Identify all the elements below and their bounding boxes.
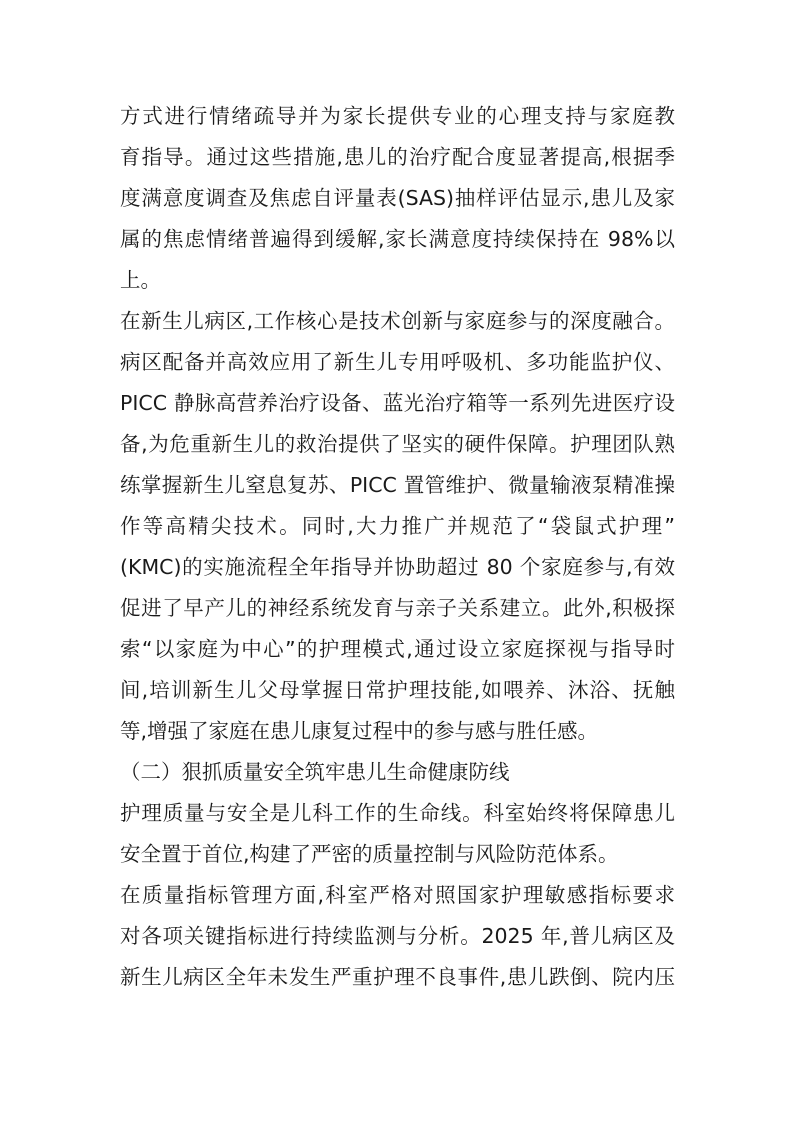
text-line: 护理质量与安全是儿科工作的生命线。科室始终将保障患儿 [120, 801, 675, 825]
text-line: 练掌握新生儿窒息复苏、PICC 置管维护、微量输液泵精准操 [120, 473, 675, 497]
text-line: 在新生儿病区,工作核心是技术创新与家庭参与的深度融合。 [120, 309, 675, 333]
text-line: 育指导。通过这些措施,患儿的治疗配合度显著提高,根据季 [120, 145, 675, 169]
text-line: (KMC)的实施流程全年指导并协助超过 80 个家庭参与,有效 [120, 555, 675, 579]
text-line: 方式进行情绪疏导并为家长提供专业的心理支持与家庭教 [120, 104, 675, 128]
text-line: 作等高精尖技术。同时,大力推广并规范了“袋鼠式护理” [120, 514, 675, 538]
text-line: 上。 [120, 268, 161, 292]
text-line: 索“以家庭为中心”的护理模式,通过设立家庭探视与指导时 [120, 637, 675, 661]
text-line: 属的焦虑情绪普遍得到缓解,家长满意度持续保持在 98%以 [120, 227, 675, 251]
section-heading: （二）狠抓质量安全筑牢患儿生命健康防线 [120, 760, 510, 784]
text-line: 安全置于首位,构建了严密的质量控制与风险防范体系。 [120, 842, 619, 866]
text-line: 度满意度调查及焦虑自评量表(SAS)抽样评估显示,患儿及家 [120, 186, 675, 210]
text-line: 病区配备并高效应用了新生儿专用呼吸机、多功能监护仪、 [120, 350, 675, 374]
text-line: 间,培训新生儿父母掌握日常护理技能,如喂养、沐浴、抚触 [120, 678, 675, 702]
text-line: 促进了早产儿的神经系统发育与亲子关系建立。此外,积极探 [120, 596, 675, 620]
text-line: 在质量指标管理方面,科室严格对照国家护理敏感指标要求 [120, 883, 675, 907]
text-line: 新生儿病区全年未发生严重护理不良事件,患儿跌倒、院内压 [120, 965, 675, 989]
text-line: 等,增强了家庭在患儿康复过程中的参与感与胜任感。 [120, 719, 599, 743]
text-line: 对各项关键指标进行持续监测与分析。2025 年,普儿病区及 [120, 924, 675, 948]
text-line: PICC 静脉高营养治疗设备、蓝光治疗箱等一系列先进医疗设 [120, 391, 675, 415]
text-line: 备,为危重新生儿的救治提供了坚实的硬件保障。护理团队熟 [120, 432, 675, 456]
